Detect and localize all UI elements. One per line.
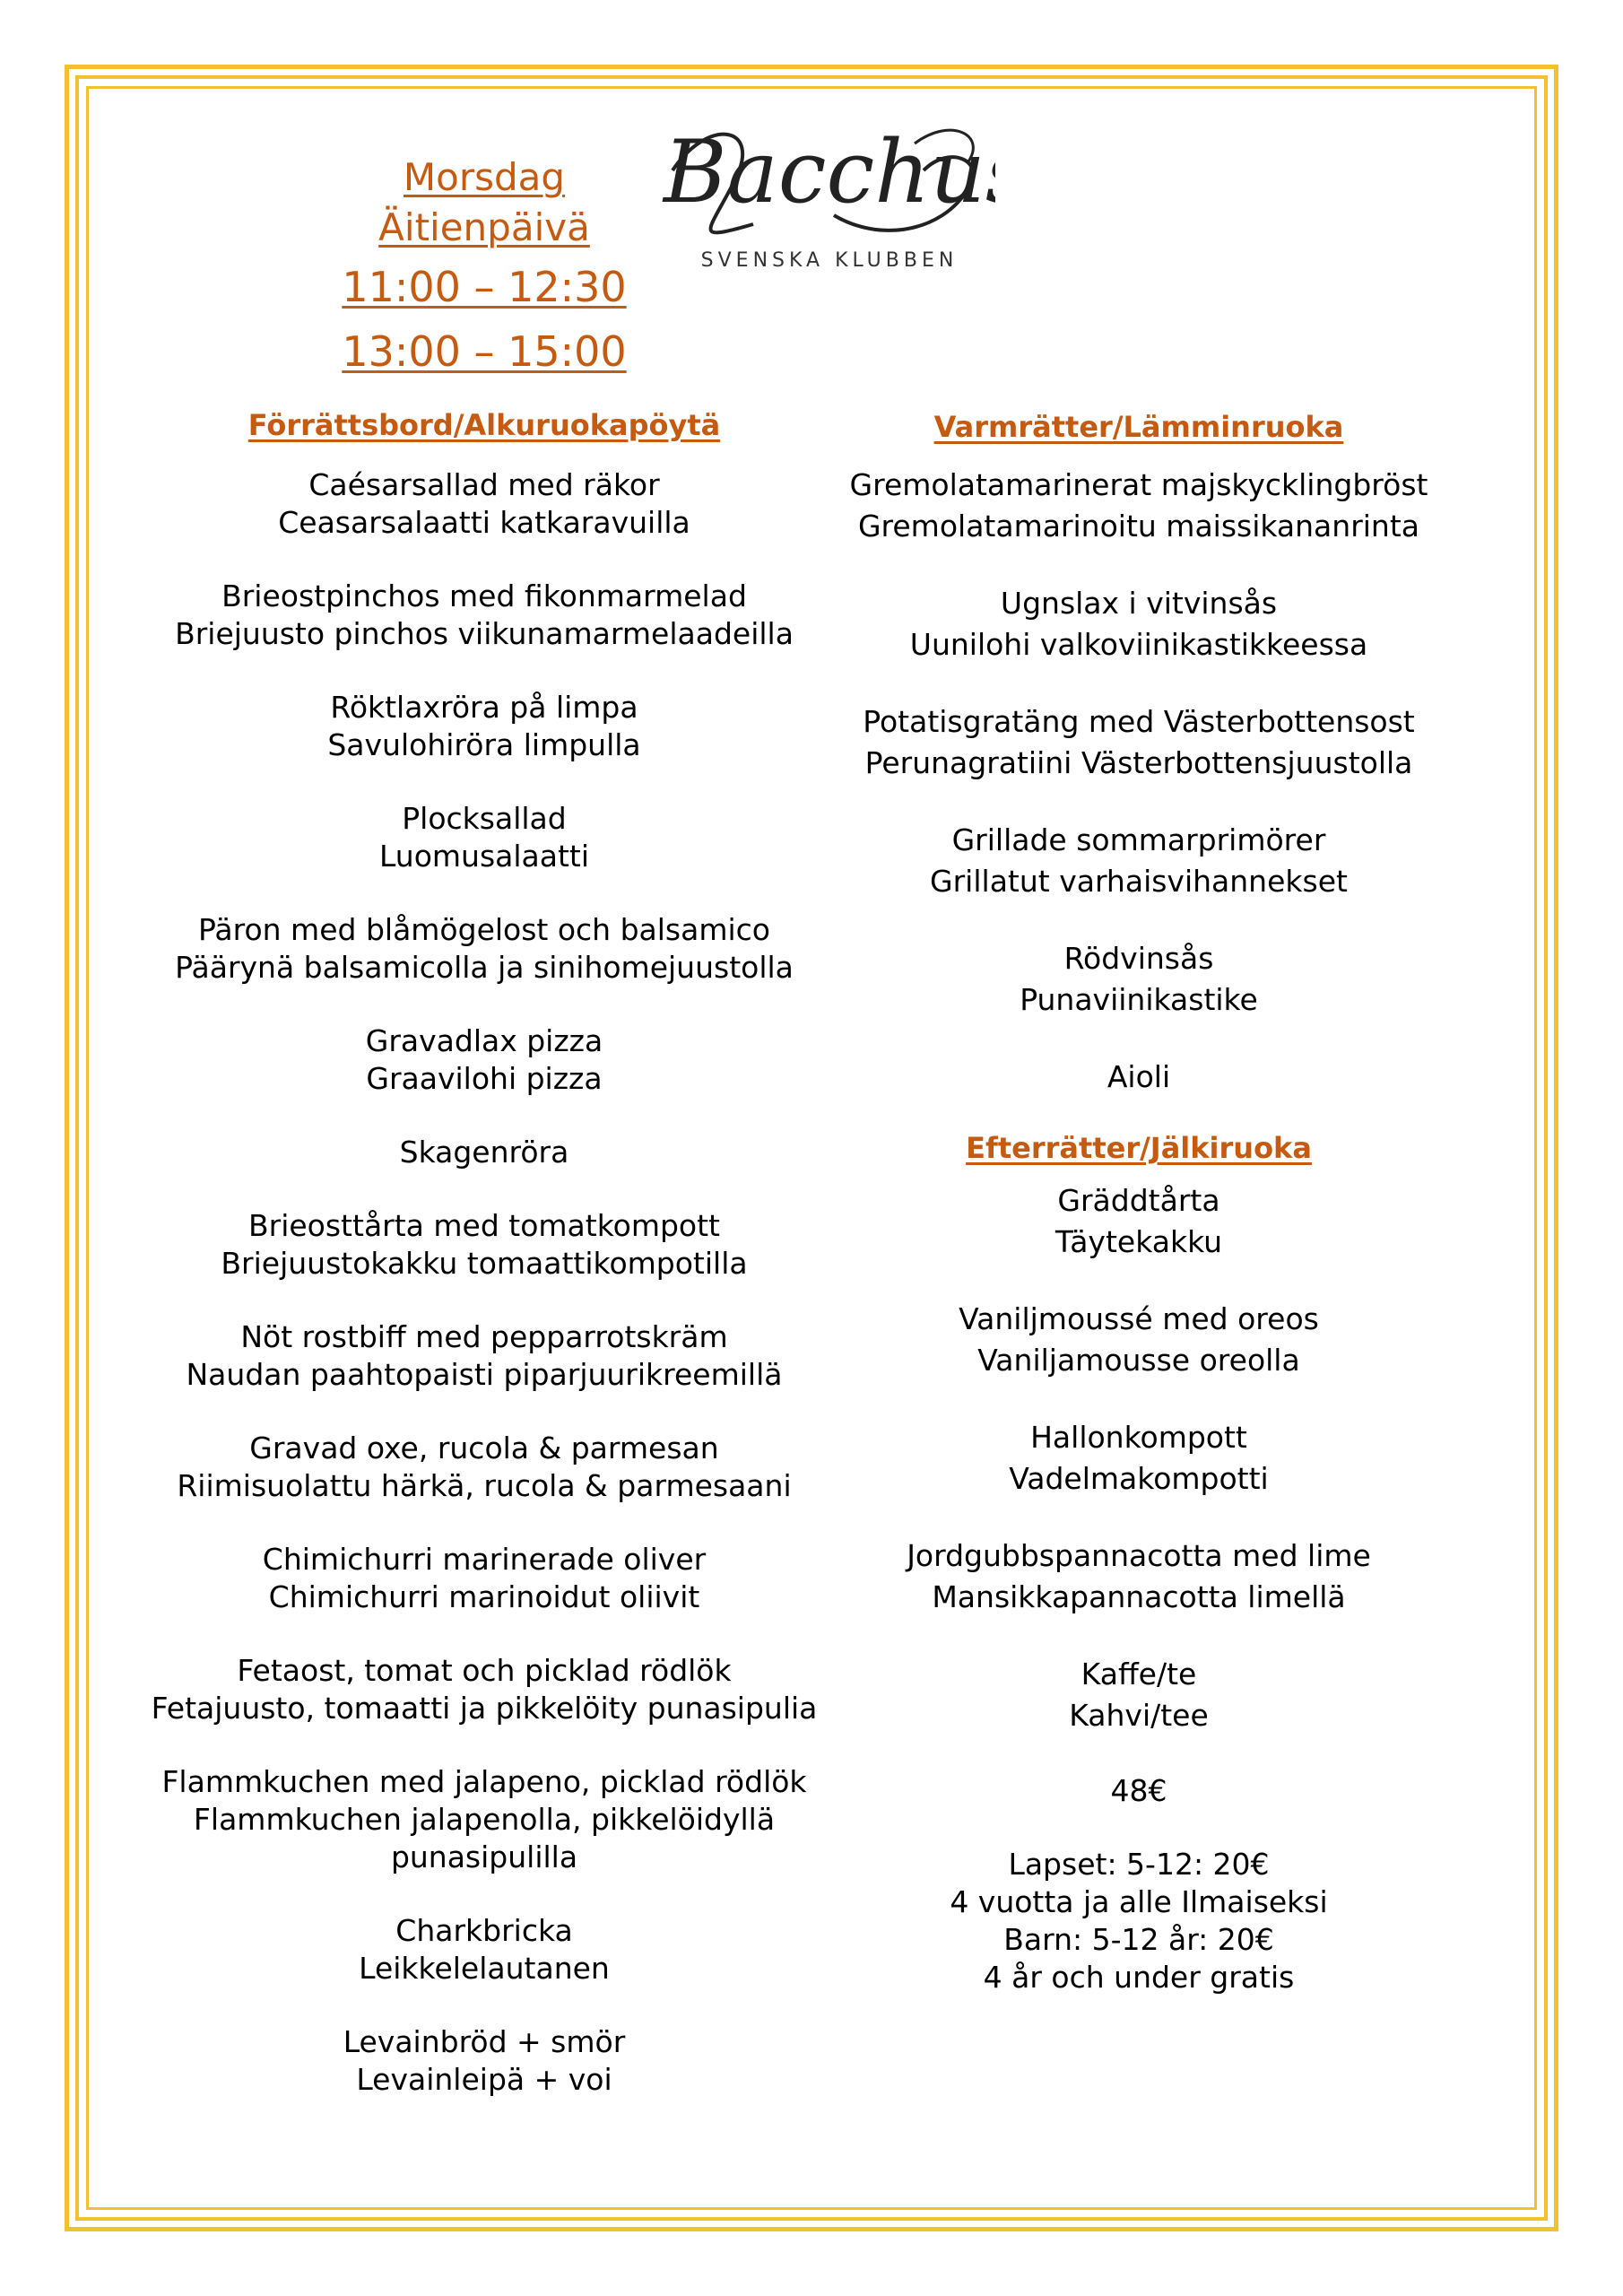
menu-item-line: Naudan paahtopaisti piparjuurikreemillä xyxy=(186,1357,783,1392)
menu-item-line: Nöt rostbiff med pepparrotskräm xyxy=(240,1319,728,1354)
menu-item xyxy=(126,1912,843,1987)
logo-subtitle: SVENSKA KLUBBEN xyxy=(700,249,959,272)
menu-item xyxy=(780,1654,1497,1736)
menu-item-line: Briejuustokakku tomaattikompotilla xyxy=(221,1246,748,1281)
menu-item-line: Perunagratiini Västerbottensjuustolla xyxy=(864,745,1413,780)
menu-item-line: Gremolatamarinerat majskycklingbröst xyxy=(849,467,1428,502)
menu-item xyxy=(780,701,1497,784)
menu-item xyxy=(126,1652,843,1727)
menu-item-line: Graavilohi pizza xyxy=(366,1061,603,1096)
menu-item-line: Gravad oxe, rucola & parmesan xyxy=(249,1431,719,1465)
menu-item-line: Potatisgratäng med Västerbottensost xyxy=(863,704,1415,739)
menu-item xyxy=(126,1763,843,1876)
menu-item-line: Fetajuusto, tomaatti ja pikkelöity punasipulia xyxy=(151,1691,818,1726)
menu-item-line: Uunilohi valkoviinikastikkeessa xyxy=(909,627,1368,662)
menu-item xyxy=(126,466,843,542)
menu-item-line: Aioli xyxy=(1107,1059,1171,1094)
menu-item xyxy=(780,1417,1497,1500)
menu-item-line: Brieostpinchos med fikonmarmelad xyxy=(221,578,747,613)
bacchus-logo xyxy=(655,108,995,287)
menu-item-line: Vaniljamousse oreolla xyxy=(977,1343,1300,1378)
menu-item-line: Briejuusto pinchos viikunamarmelaadeilla xyxy=(175,616,794,651)
menu-item-line: Kahvi/tee xyxy=(1069,1698,1209,1733)
menu-item-line: Täytekakku xyxy=(1055,1224,1223,1259)
time-slot-2: 13:00 – 15:00 xyxy=(342,327,627,376)
time-slot-1: 11:00 – 12:30 xyxy=(342,263,627,311)
desserts-list xyxy=(780,1180,1497,1736)
menu-item-line: Flammkuchen med jalapeno, picklad rödlök xyxy=(161,1764,807,1799)
kids-line: Barn: 5-12 år: 20€ xyxy=(1003,1922,1274,1957)
kids-line: 4 år och under gratis xyxy=(983,1960,1295,1995)
menu-item-line: Vadelmakompotti xyxy=(1009,1461,1269,1496)
kids-line: Lapset: 5-12: 20€ xyxy=(1008,1847,1270,1882)
svg-text:Bacchus: Bacchus xyxy=(664,122,995,222)
menu-item-line: Caésarsallad med räkor xyxy=(308,467,660,502)
menu-item xyxy=(780,583,1497,665)
desserts-heading: Efterrätter/Jälkiruoka xyxy=(966,1131,1312,1165)
menu-item-line: Charkbricka xyxy=(395,1913,573,1948)
menu-item-line: Vaniljmoussé med oreos xyxy=(959,1301,1319,1336)
menu-item xyxy=(126,1207,843,1283)
menu-item-line: Grillade sommarprimörer xyxy=(951,822,1326,857)
menu-item xyxy=(780,1299,1497,1381)
menu-item xyxy=(780,1057,1497,1098)
menu-item-line: Päron med blåmögelost och balsamico xyxy=(197,912,770,947)
menu-item xyxy=(126,800,843,875)
menu-item-line: Levainbröd + smör xyxy=(343,2024,626,2059)
menu-header xyxy=(305,152,664,384)
mains-column xyxy=(780,407,1497,1996)
menu-item-line: Skagenröra xyxy=(399,1135,569,1170)
menu-item-line: Ceasarsalaatti katkaravuilla xyxy=(278,505,690,540)
menu-item xyxy=(780,465,1497,547)
kids-pricing xyxy=(780,1846,1497,1996)
menu-item xyxy=(126,2023,843,2099)
starters-list xyxy=(126,466,843,2099)
starters-heading: Förrättsbord/Alkuruokapöytä xyxy=(247,408,721,442)
menu-item xyxy=(126,1134,843,1171)
menu-item-line: Riimisuolattu härkä, rucola & parmesaani xyxy=(177,1468,792,1503)
menu-item-line: Ugnslax i vitvinsås xyxy=(1000,586,1278,621)
menu-item-line: Plocksallad xyxy=(402,801,567,836)
menu-item-line: Punaviinikastike xyxy=(1020,982,1258,1017)
title-finnish: Äitienpäivä xyxy=(378,205,590,249)
menu-item-line: Hallonkompott xyxy=(1030,1420,1247,1455)
menu-item xyxy=(780,1535,1497,1618)
menu-item xyxy=(126,1318,843,1394)
menu-item xyxy=(780,938,1497,1021)
menu-item xyxy=(126,1022,843,1098)
menu-item-line: Levainleipä + voi xyxy=(356,2062,612,2097)
menu-item xyxy=(126,911,843,987)
starters-column xyxy=(126,405,843,2135)
mains-list xyxy=(780,465,1497,1098)
menu-item-line: Luomusalaatti xyxy=(378,839,590,874)
menu-item-line: Fetaost, tomat och picklad rödlök xyxy=(237,1653,732,1688)
menu-item-line: Chimichurri marinerade oliver xyxy=(262,1542,707,1577)
menu-item-line: Savulohiröra limpulla xyxy=(327,727,641,762)
price: 48€ xyxy=(1110,1773,1167,1808)
menu-item-line: Flammkuchen jalapenolla, pikkelöidyllä xyxy=(193,1802,776,1837)
menu-item-line: Brieosttårta med tomatkompott xyxy=(248,1208,720,1243)
menu-item xyxy=(780,820,1497,902)
menu-item xyxy=(126,689,843,764)
menu-item-line: Gräddtårta xyxy=(1057,1183,1220,1218)
menu-item-line: Mansikkapannacotta limellä xyxy=(932,1579,1346,1614)
menu-item-line: Röktlaxröra på limpa xyxy=(330,690,638,725)
menu-item-line: Jordgubbspannacotta med lime xyxy=(907,1538,1371,1573)
menu-item-line: Rödvinsås xyxy=(1063,941,1214,976)
menu-item xyxy=(126,1541,843,1616)
bacchus-wordmark xyxy=(655,108,995,251)
menu-item xyxy=(126,578,843,653)
menu-item-line: Chimichurri marinoidut oliivit xyxy=(268,1579,700,1614)
title-swedish: Morsdag xyxy=(403,155,566,199)
kids-line: 4 vuotta ja alle Ilmaiseksi xyxy=(950,1884,1328,1919)
menu-item-line: Leikkelelautanen xyxy=(359,1951,610,1986)
menu-item-line: Gravadlax pizza xyxy=(365,1023,603,1058)
menu-item-line: punasipulilla xyxy=(390,1839,578,1874)
mains-heading: Varmrätter/Lämminruoka xyxy=(933,410,1344,444)
menu-item-line: Päärynä balsamicolla ja sinihomejuustolla xyxy=(175,950,794,985)
menu-item-line: Gremolatamarinoitu maissikananrinta xyxy=(857,509,1420,544)
menu-item-line: Kaffe/te xyxy=(1081,1657,1197,1692)
menu-item-line: Grillatut varhaisvihannekset xyxy=(930,864,1348,899)
menu-item xyxy=(780,1180,1497,1263)
menu-item xyxy=(126,1430,843,1505)
